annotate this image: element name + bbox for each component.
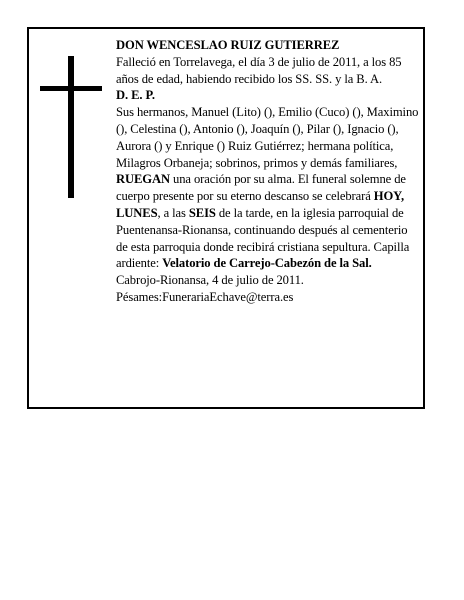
condolences-email: Pésames:FunerariaEchave@terra.es xyxy=(116,289,294,304)
place-date: Cabrojo-Rionansa, 4 de julio de 2011. xyxy=(116,273,304,288)
chapel-text: Velatorio de Carrejo-Cabezón de la Sal. xyxy=(162,256,372,271)
funeral-paragraph xyxy=(116,171,420,272)
death-info: Falleció en Torrelavega, el día 3 de julio de 2011, a los 85 años de edad, habiendo recibido los SS. SS. y la B. A. xyxy=(116,54,402,86)
seis-text: SEIS xyxy=(188,205,216,220)
notice-text xyxy=(116,37,420,306)
hoy-lunes-text: HOY, LUNES xyxy=(116,189,405,220)
obituary-notice xyxy=(27,27,425,409)
funeral-text-1: una oración por su alma. El funeral solemne de cuerpo presente por su eterno descanso se celebrará xyxy=(116,172,406,204)
funeral-text-3: de la tarde, en la iglesia parroquial de Puentenansa-Rionansa, continuando después al cementerio de esta parroquia donde recibirá cristiana sepultura. Capilla ardiente: xyxy=(116,205,410,271)
cross-icon xyxy=(68,56,74,198)
cross-icon-crossbar xyxy=(40,86,102,91)
funeral-text-2: , a las xyxy=(157,205,189,220)
family-list: Sus hermanos, Manuel (Lito) (), Emilio (Cuco) (), Maximino (), Celestina (), Antonio (), Joaquín (), Pilar (), Ignacio (), Aurora () y Enrique () Ruiz Gutiérrez; hermana política, Milagros Orbaneja; sobrinos, primos y demás familiares, xyxy=(116,105,419,170)
dep-line: D. E. P. xyxy=(116,88,155,103)
deceased-name: DON WENCESLAO RUIZ GUTIERREZ xyxy=(116,38,340,52)
ruegan-text: RUEGAN xyxy=(116,172,170,187)
